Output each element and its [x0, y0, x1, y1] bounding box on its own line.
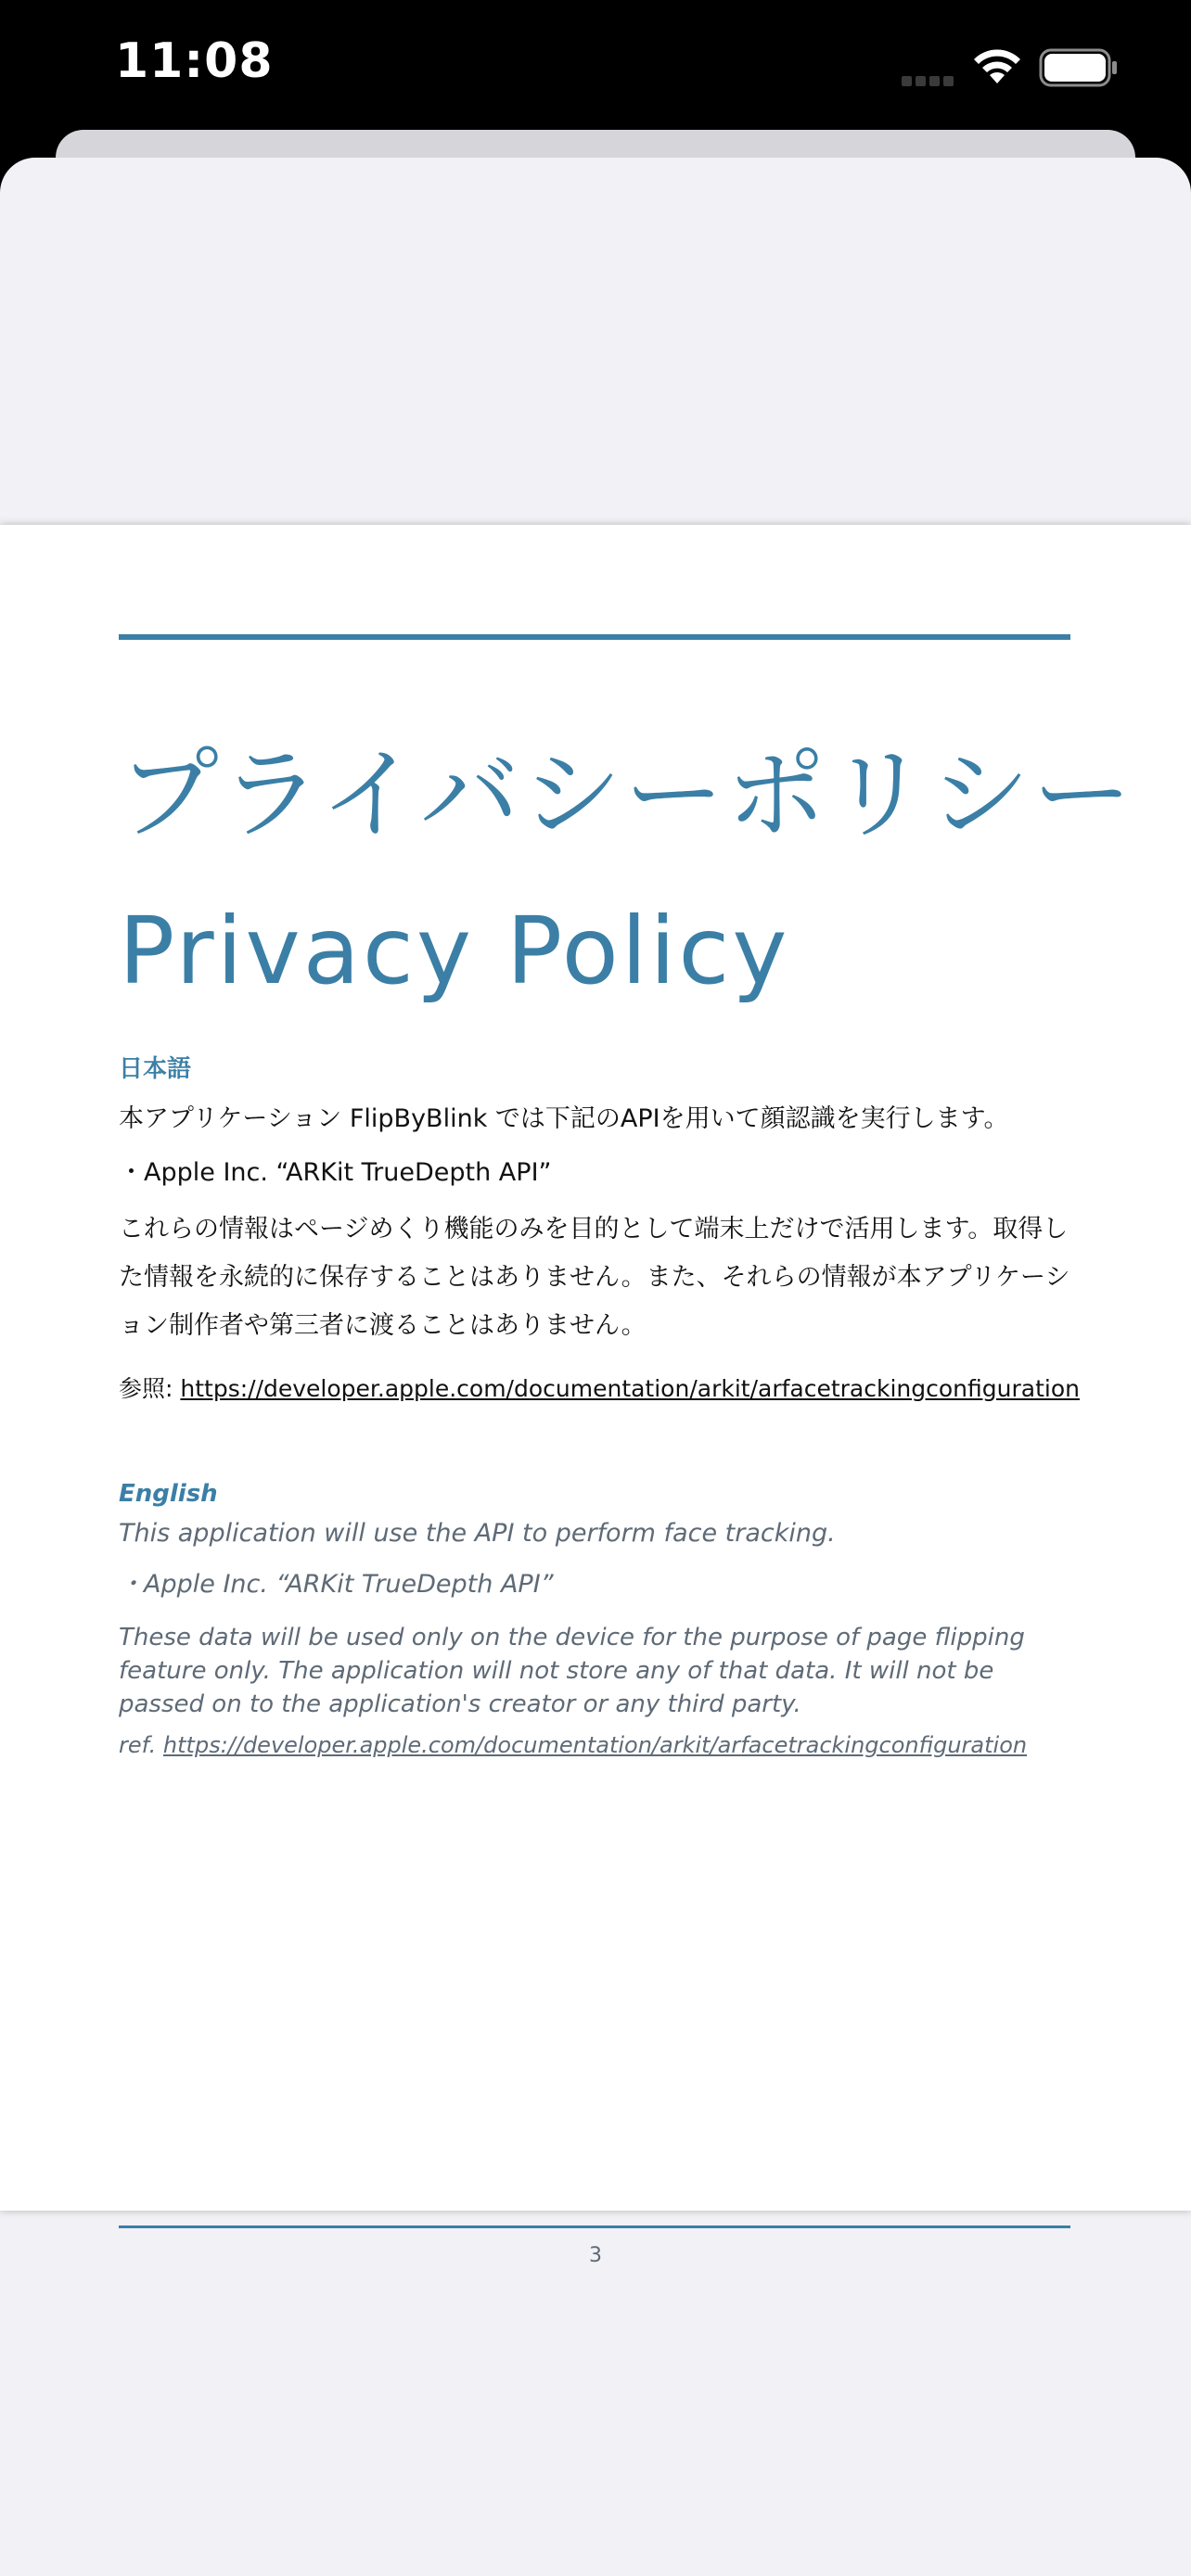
status-bar — [0, 0, 1191, 139]
japanese-body-text: これらの情報はページめくり機能のみを目的として端末上だけで活用します。取得した情報を永続的に保存することはありません。また、それらの情報が本アプリケーション制作者や第三者に渡ることはありません。 — [119, 1215, 1070, 1340]
english-reference — [119, 1732, 1027, 1758]
english-reference-link[interactable]: https://developer.apple.com/documentation/arkit/arfacetrackingconfiguration — [162, 1732, 1028, 1758]
english-intro-text: This application will use the API to perform face tracking. — [119, 1519, 836, 1548]
modal-sheet[interactable] — [0, 158, 1191, 2576]
japanese-reference-label: 参照: — [119, 1375, 181, 1402]
japanese-api-item: ・Apple Inc. “ARKit TrueDepth API” — [119, 1158, 552, 1187]
page-title-english: Privacy Policy — [119, 897, 790, 1005]
section-heading-english: English — [119, 1480, 218, 1508]
page-number: 3 — [589, 2244, 602, 2267]
section-heading-japanese: 日本語 — [119, 1055, 192, 1083]
english-api-item: ・Apple Inc. “ARKit TrueDepth API” — [119, 1570, 554, 1599]
page-title-japanese: プライバシーポリシー — [119, 737, 1134, 853]
bottom-divider — [119, 2225, 1070, 2228]
japanese-reference — [119, 1371, 1080, 1404]
cellular-signal-icon — [902, 74, 957, 85]
japanese-reference-link[interactable]: https://developer.apple.com/documentation/arkit/arfacetrackingconfiguration — [180, 1375, 1080, 1402]
english-reference-label: ref. — [119, 1732, 163, 1758]
document-page[interactable] — [0, 525, 1191, 2267]
status-time: 11:08 — [115, 33, 274, 89]
english-body-text: These data will be used only on the device for the purpose of page flipping feature only. The application will not store any of that data. It will not be passed on to the application's creator or any third party. — [119, 1624, 1025, 1718]
battery-icon — [1039, 48, 1119, 87]
wifi-icon — [970, 46, 1024, 87]
japanese-intro-text: 本アプリケーション FlipByBlink では下記のAPIを用いて顔認識を実行します。 — [119, 1104, 1009, 1133]
top-divider — [119, 634, 1070, 640]
